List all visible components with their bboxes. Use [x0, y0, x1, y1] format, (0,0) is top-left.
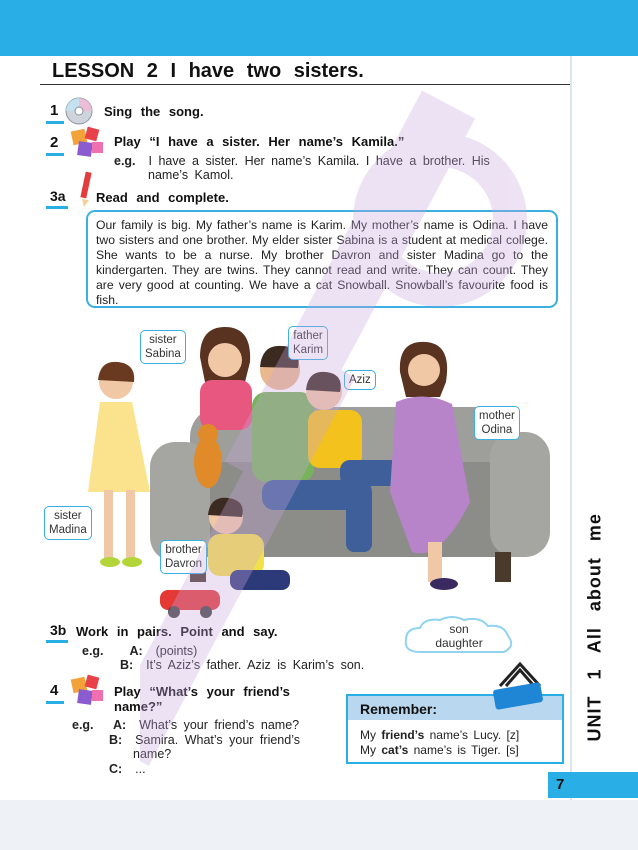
- task-4-example-a: e.g. A: What’s your friend’s name?: [72, 718, 300, 732]
- pencil-icon: [76, 170, 96, 208]
- task-3a-instruction: Read and complete.: [96, 190, 229, 205]
- top-color-bar: [0, 0, 638, 56]
- game-cubes-icon: [68, 672, 106, 708]
- label-sister-madina: sister Madina: [44, 506, 92, 540]
- label-mother-odina: mother Odina: [474, 406, 520, 440]
- binder-clip-icon: [490, 656, 546, 710]
- bottom-margin: [0, 800, 638, 850]
- task-number-underline: [46, 206, 68, 209]
- label-father-karim: father Karim: [288, 326, 328, 360]
- task-3b-example-b: B: It’s Aziz’s father. Aziz is Karim’s son.: [120, 658, 365, 672]
- lesson-title: LESSON 2 I have two sisters.: [52, 60, 364, 82]
- task-number-1: 1: [50, 102, 59, 119]
- game-cubes-icon: [68, 124, 106, 160]
- page-number: 7: [556, 776, 565, 793]
- task-3b-example-a: e.g. A: (points): [82, 644, 198, 658]
- task-number-4: 4: [50, 682, 59, 699]
- unit-label: UNIT 1 All about me: [584, 513, 605, 742]
- task-3b-instruction: Work in pairs. Point and say.: [76, 624, 278, 639]
- reading-text-box: Our family is big. My father’s name is Karim. My mother’s name is Odina. I have two sisters and one brother. My elder sister Sabina is a student at medical college. She wants to be a nurse. My brother Davron and sister Madina go to the kindergarten. They are twins. They cannot read and write. They can count. They are very good at counting. We have a cat Snowball. Snowball’s favourite food is fish.: [86, 210, 558, 308]
- remember-title: Remember:: [360, 701, 438, 717]
- title-divider: [40, 84, 570, 85]
- task-number-2: 2: [50, 134, 59, 151]
- task-1-instruction: Sing the song.: [104, 104, 204, 119]
- task-number-underline: [46, 153, 64, 156]
- task-number-3a: 3a: [50, 188, 66, 204]
- task-number-underline: [46, 701, 64, 704]
- task-number-3b: 3b: [50, 622, 67, 638]
- remember-line-1: My friend’s name’s Lucy. [z]: [360, 728, 520, 742]
- remember-line-2: My cat’s name’s is Tiger. [s]: [360, 743, 519, 757]
- task-4-example-c: C: ...: [109, 762, 146, 776]
- task-2-example-line1: e.g. I have a sister. Her name’s Kamila. I have a brother. His: [114, 154, 490, 168]
- cd-icon: [64, 96, 94, 126]
- label-brother-davron: brother Davron: [160, 540, 207, 574]
- label-sister-sabina: sister Sabina: [140, 330, 186, 364]
- cloud-words: son daughter: [435, 622, 483, 650]
- task-2-instruction: Play “I have a sister. Her name’s Kamila.”: [114, 134, 405, 149]
- task-4-instruction-line2: name?”: [114, 699, 163, 714]
- task-4-example-b-line2: name?: [133, 747, 172, 761]
- task-number-underline: [46, 640, 68, 643]
- task-number-underline: [46, 121, 64, 124]
- task-2-example-line2: name’s Kamol.: [148, 168, 234, 182]
- task-4-instruction-line1: Play “What’s your friend’s: [114, 684, 290, 699]
- label-aziz: Aziz: [344, 370, 376, 390]
- task-4-example-b: B: Samira. What’s your friend’s: [109, 733, 301, 747]
